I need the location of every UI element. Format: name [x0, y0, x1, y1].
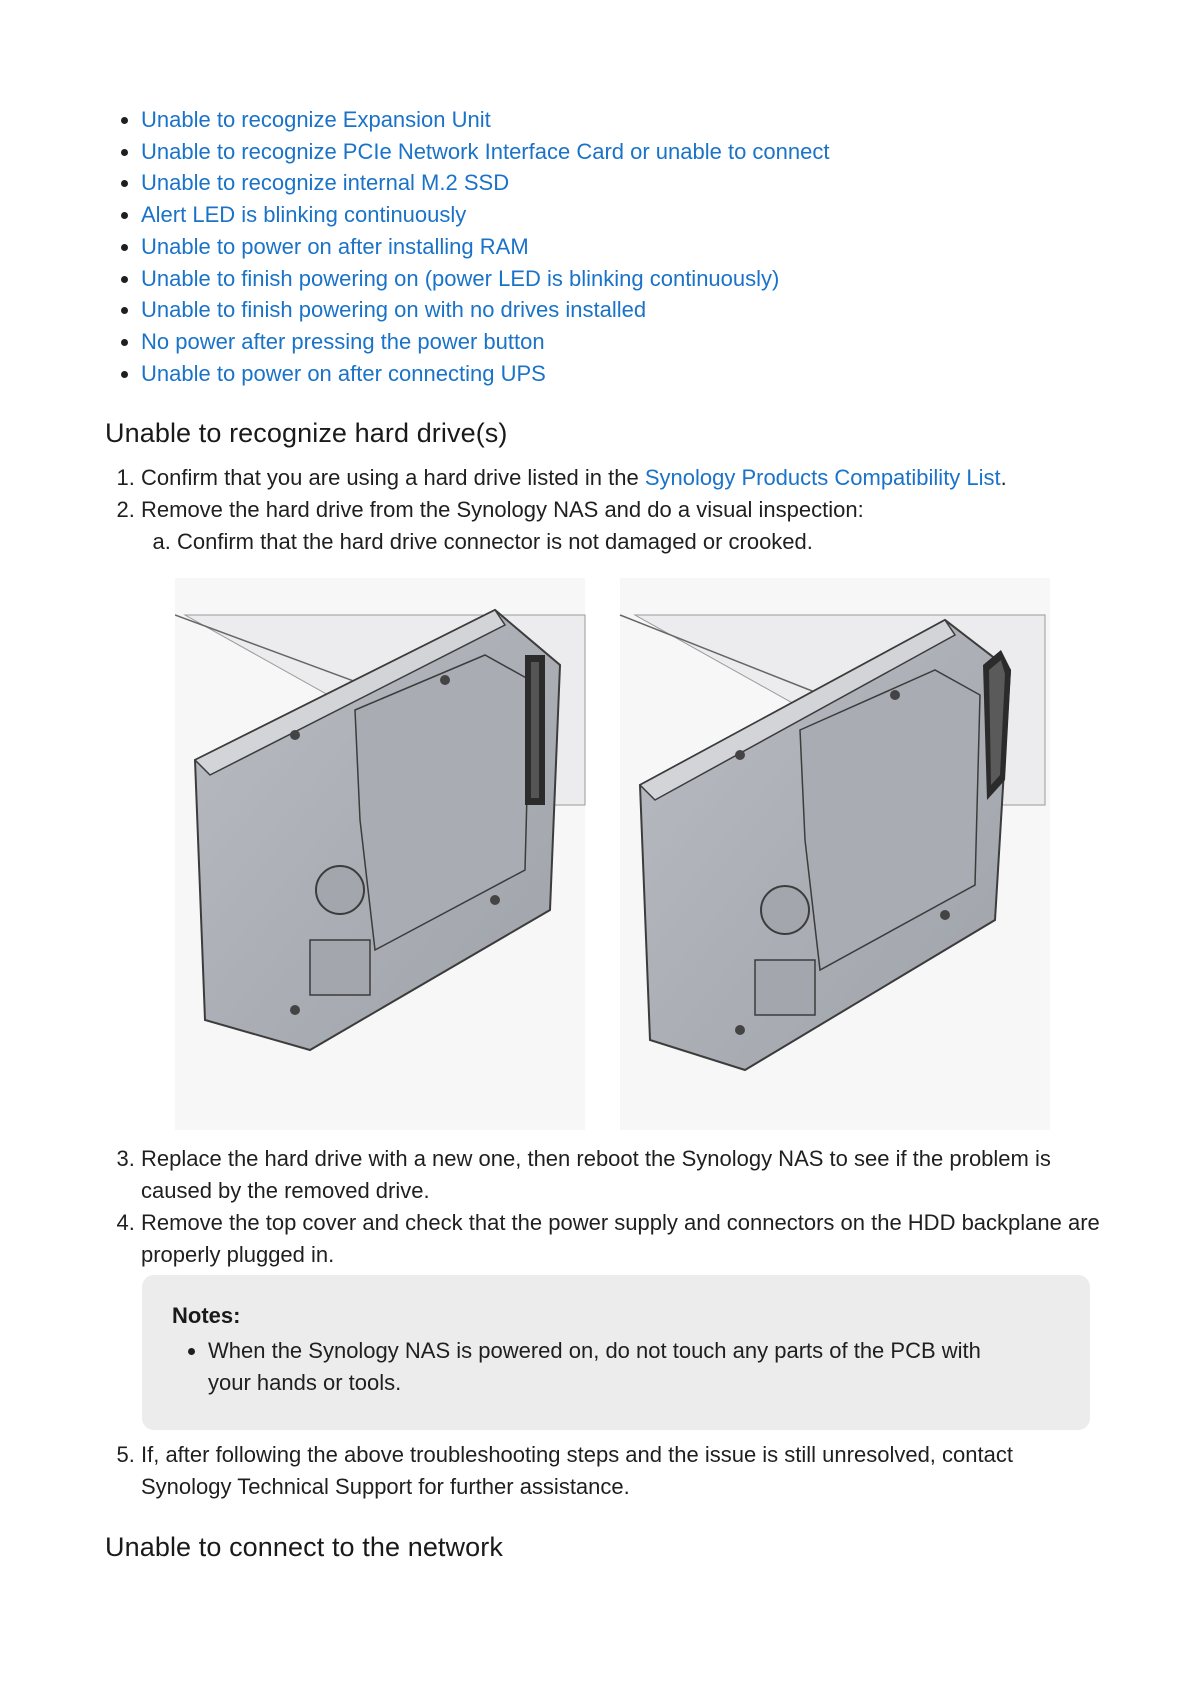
step-3: 3. Replace the hard drive with a new one, then reboot the Synology NAS to see if the problem is caused by the removed drive. — [141, 1143, 1101, 1207]
step-2-text: Remove the hard drive from the Synology NAS and do a visual inspection: — [141, 497, 864, 522]
list-item — [141, 294, 830, 326]
list-item — [141, 263, 830, 295]
step-4: 4. Remove the top cover and check that the power supply and connectors on the HDD backplane are properly plugged in. — [141, 1207, 1101, 1271]
section-heading-network: Unable to connect to the network — [105, 1532, 503, 1562]
note-item: • When the Synology NAS is powered on, do not touch any parts of the PCB with your hands or tools. — [208, 1335, 1028, 1399]
step-5: 5. If, after following the above troubleshooting steps and the issue is still unresolved, contact Synology Technical Support for further assistance. — [141, 1439, 1101, 1503]
notes-title: Notes: — [172, 1303, 241, 1328]
steps-list-part2 — [105, 1143, 1101, 1271]
list-item — [141, 104, 830, 136]
good-drive-illustration — [175, 578, 585, 1130]
hard-drive-connector-figure — [175, 570, 1095, 1130]
list-item — [141, 167, 830, 199]
step-2 — [141, 494, 1101, 558]
list-item — [141, 199, 830, 231]
link-m2-ssd[interactable]: Unable to recognize internal M.2 SSD — [141, 170, 510, 196]
list-item — [141, 136, 830, 168]
step-1 — [141, 462, 1101, 494]
link-no-power[interactable]: No power after pressing the power button — [141, 328, 545, 354]
link-power-ram[interactable]: Unable to power on after installing RAM — [141, 233, 529, 259]
bad-drive-illustration — [620, 578, 1050, 1130]
link-alert-led[interactable]: Alert LED is blinking continuously — [141, 202, 467, 228]
sub-steps-list — [141, 526, 1101, 558]
list-item — [141, 326, 830, 358]
list-item — [141, 358, 830, 390]
troubleshooting-link-list — [105, 104, 830, 389]
link-no-drives[interactable]: Unable to finish powering on with no drives installed — [141, 297, 647, 323]
list-item — [141, 231, 830, 263]
compatibility-list-link[interactable]: Synology Products Compatibility List — [644, 465, 1001, 490]
step-1-text: Confirm that you are using a hard drive listed in the — [141, 465, 645, 490]
steps-list-part1 — [105, 462, 1101, 558]
notes-box — [142, 1275, 1090, 1430]
steps-list-part3 — [105, 1439, 1101, 1503]
section-heading-hard-drive: Unable to recognize hard drive(s) — [105, 418, 508, 448]
link-ups[interactable]: Unable to power on after connecting UPS — [141, 360, 546, 386]
step-2a: a. Confirm that the hard drive connector is not damaged or crooked. — [177, 526, 1101, 558]
notes-list — [172, 1335, 1028, 1399]
link-pcie-nic[interactable]: Unable to recognize PCIe Network Interface Card or unable to connect — [141, 138, 830, 164]
step-1-suffix: . — [1000, 465, 1007, 490]
link-power-led-blinking[interactable]: Unable to finish powering on (power LED is blinking continuously) — [141, 265, 780, 291]
link-expansion-unit[interactable]: Unable to recognize Expansion Unit — [141, 107, 491, 132]
